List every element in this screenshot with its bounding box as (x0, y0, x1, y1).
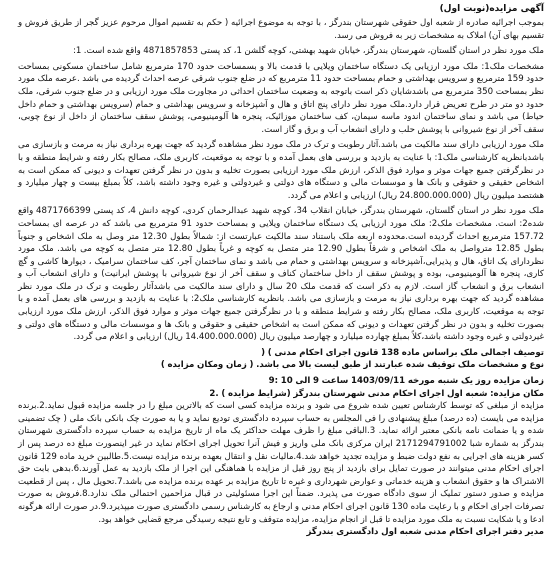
auction-conditions: مزایده از مبلغی که توسط کارشناس تعیین شده شروع می شود و برنده مزایده کسی است که بالاترین مبلغ را در جلسه مزایده قبول نماید.2.برنده مزایده می بایست (ده درصد) مبلغ پیشنهادی را فی المجلس به حساب سپرده دادگستری تودیع نماید و یا به صورت چک بانکی بانک ملی ( چک تضمینی شده و یا ضمانت نامه بانکی معتبر ارائه نماید. 3.الباقی مبلغ را ظرف مهلت حداکثر یک ماه از تاریخ مزایده به حساب سپرده دادگستری شهرستان بندرگز به شماره شبا 2171294791002 ایران مرکزی بانک ملی واریز و فیش آنرا تحویل اجرای احکام نماید در غیر اینصورت مبلغ ده درصد پس از کسر هزینه های اجرایی به نفع دولت ضبط و مزایده تجدید خواهد شد.4.مالیات نقل و انتقال بعهده برنده مزایده نیست.5.طالبین خرید ماده 129 قانون اجرای احکام مدنی میتوانند در صورت تمایل برای بازدید از پنج روز قبل از مزایده با هماهنگی این اجرا از ملک بازدید به عمل آورند.6.بدهی بابت حق الاشتراک ها و حقوق انشعاب و هزینه خدماتی و عوارض شهرداری و غیره تا تاریخ مزایده بر عهده برنده مزایده می باشد.7.تحویل مال ، پس از قطعیت مزایده و صدور دستور تملیک از سوی دادگاه صورت می پذیرد. ضمناً این اجرا مسئولیتی در قبال مزاحمین احتمالی ملک ندارد.8.فروش به صورت تصرفات اجرای احکام و با رعایت ماده 130 قانون اجرای احکام مدنی و ارجاع به کارشناس رسمی دادگستری صورت میپذیرد.9.در صورت ارائه هرگونه ادعا و یا شکایت نسبت به ملک مورد مزایده تا قبل از انجام مزایده، مزایده متوقف و تابع نتیجه رسیدگی مرجع قضایی خواهد بود. (18, 401, 545, 525)
auction-place-line: مکان مزایده: شعبه اول اجرای احکام مدنی شهرستان بندرگز (شرایط مزایده ) .2 (209, 388, 544, 399)
property1-specs: مشخصات ملک1: ملک مورد ارزیابی یک دستگاه ساختمان ویلایی با قدمت بالا و بسمساحت حدود 170 مترمربع شامل ساختمان مسکونی بمساحت حدود 159 مترمربع و سرویس بهداشتی و حمام بمساحت حدود 11 مترمربع که در ضلع جنوب شرقی عرصه احداث گردیده می باشد .عرصه ملک مورد نظر بمساحت 350 مترمربع می باشدشایان ذکر است باتوجه به وضعیت ساختمان احداثی در مجاورت ملک مورد ارزیابی و در ضلع جنوب شرقی، ملک حدود دو متر در طرح تعریض قرار دارد.ملک مورد نظر دارای پنج اتاق و هال و آشپزخانه و سرویس بهداشتی و حمام (سرویس بهداشتی و حمام داخل حیاط) می باشد و نمای ساختمان اندود ماسه سیمان، کف ساختمان موزائیک، پنجره ها آلومینیومی، پوشش سقف ساختمان از داخل از نوع چوبی، سقف آخر از نوع شیروانی با پوشش حلب و دارای انشعاب آب و برق و گاز است. (18, 61, 545, 135)
property2-description: ملک مورد نظر در استان گلستان، شهرستان بندرگز، خیابان انقلاب 34، کوچه شهید عبدالرحمان کردی، کوچه دانش 4، کد پستی 4871766399 واقع شده2: است. مشخصات ملک2: ملک مورد ارزیابی یک دستگاه ساختمان ویلایی و بمساحت حدود 91 مترمربع می باشد که در عرصه ای بمساحت 157.72 مترمربع احداث گردیده است.محدوده اربعه ملک باستناد سند مالکیت عبارتست از: شمالاً بطول 12.30 متر وصل به ملک اشخاص و جنوباً بطول 12.85 مترواصل به ملک اشخاص و شرقاً بطول 12.90 متر متصل به کوچه و غرباً بطول 12.80 متر متصل به کوچه می باشد. ملک مورد نظردارای یک اتاق، هال و پذیرایی،آشپزخانه و سرویس بهداشتی و حمام می باشد و نمای ساختمان آجر، کف ساختمان سرامیک ، دیوارها کاشی و گچ کاری، پنجره ها آلومینیومی، بوده و پوشش سقف از داخل ساختمان کناف و سقف آخر از نوع شیروانی با پوشش ایرانیت) و دارای انشعاب آب و انشعاب برق و انشعاب گاز است. لازم به ذکر است که قدمت ملک 20 سال و دارای سند مالکیت می باشدآثار رطوبت و ترک در ملک مورد نظر مشاهده گردید که جهت بهره برداری نیاز به مرمت و بازسازی می باشد. بانظریه کارشناسی ملک2: با عنایت به بازدید و بررسی های بعمل آمده و با توجه به موقعیت، کاربری ملک، مصالح بکار رفته و شرایط منطقه و با در نظرگرفتن جمیع جهات موثر و موارد فوق الذکر، ارزش ملک مورد ارزیابی بصورت تخلیه و بدون در نظر گرفتن تعهدات و دیونی که ممکن است به اشخاص حقیقی و حقوقی و بانک ها و موسسات مالی و دستگاه های دولتی و غیردولتی و غیره وجود داشته باشد،کلاً بمبلغ چهارده میلیارد و چهارصد میلیون ریال (14.400.000.000 ریال) ارزیابی و اعلام می گردد. (18, 206, 544, 343)
property1-valuation: ملک مورد ارزیابی دارای سند مالکیت می باشد.آثار رطوبت و ترک در ملک مورد نظر مشاهده گردید که جهت بهره برداری نیاز به مرمت و بازسازی می باشدبانظریه کارشناسی ملک1: با عنایت به بازدید و بررسی های بعمل آمده و با توجه به موقعیت، کاربری ملک، مصالح بکار رفته و شرایط منطقه و با در نظرگرفتن جمیع جهات موثر و موارد فوق الذکر، ارزش ملک مورد ارزیابی بصورت تخلیه و بدون در نظر گرفتن تعهدات و دیونی که ممکن است به اشخاص حقیقی و حقوقی و بانک ها و موسسات مالی و دستگاه های دولتی و غیردولتی و غیره وجود داشته باشد، کلاً بمبلغ بیست و چهار میلیارد و هشتصد میلیون ریال (24.800.000.000 ریال) ارزیابی و اعلام می گردد. (18, 140, 544, 201)
notice-title: آگهی مزایده(نوبت اول) (439, 4, 544, 14)
seized-property-line: نوع و مشخصات ملک توقیف شده عبارتند از طبق لیست بالا می باشد. ( زمان ومکان مزایده ) (160, 360, 544, 371)
legal-basis-line: توصیف اجمالی ملک براساس ماده 138 قانون اجرای احکام مدنی ) ( (261, 347, 544, 358)
property1-address: ملک مورد نظر در استان گلستان، شهرستان بندرگز، خیابان شهید بهشتی، کوچه گلشن 1، کد پستی 4871857853 واقع شده است. 1: (72, 46, 544, 57)
auction-notice (12, 0, 550, 570)
signature-line: مدیر دفتر اجرای احکام مدنی شعبه اول دادگستری بندرگز (306, 527, 544, 538)
intro-paragraph: بموجب اجرائیه صادره از شعبه اول حقوقی شهرستان بندرگز ، با توجه به موضوع اجرائیه ( حکم به تقسیم اموال مرحوم عزیز گجر از طریق فروش و تقسیم بهای آن) املاک به مشخصات زیر به فروش می رسد. (18, 18, 544, 41)
auction-time-line: زمان مزایده روز یک شنبه مورخه 1403/09/11 ساعت 9 الی 10 :9 (268, 376, 544, 387)
